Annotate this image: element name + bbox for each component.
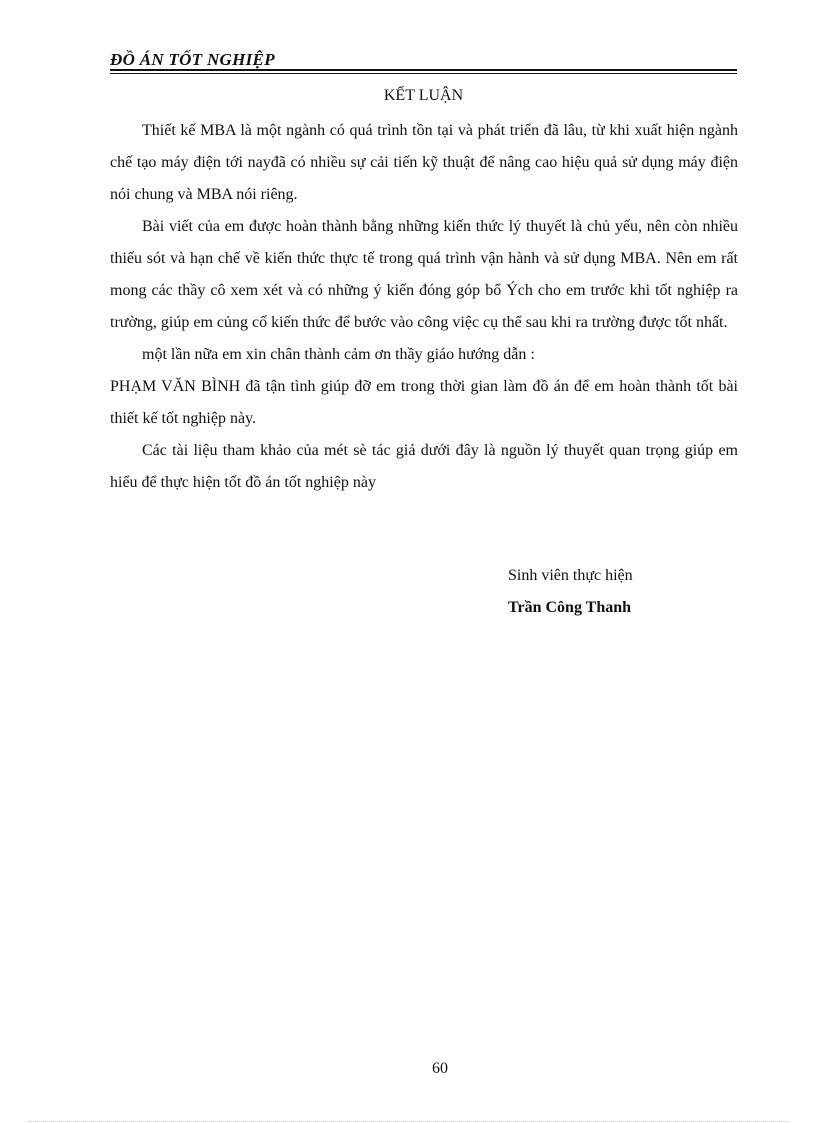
paragraph-limitations: Bài viết của em được hoàn thành bằng những kiến thức lý thuyết là chủ yếu, nên còn nhiều thiếu sót và hạn chế về kiến thức thực tế trong quá trình vận hành và sử dụng MBA. Nên em rất mong các thầy cô xem xét và có những ý kiến đóng góp bổ Ých cho em trước khi tốt nghiệp ra trường, giúp em củng cố kiến thức để bước vào công việc cụ thể sau khi ra trường được tốt nhất.: [110, 218, 738, 331]
paragraph-advisor: PHẠM VĂN BÌNH đã tận tình giúp đỡ em trong thời gian làm đồ án để em hoàn thành tốt bài thiết kế tốt nghiệp này.: [110, 378, 738, 427]
section-title: KẾT LUẬN: [383, 87, 464, 104]
paragraph-references: Các tài liệu tham khảo của mét sè tác giả dưới đây là nguồn lý thuyết quan trọng giúp em hiểu để thực hiện tốt đồ án tốt nghiệp này: [110, 442, 738, 491]
signature-role: Sinh viên thực hiện: [508, 567, 633, 584]
signature-name: Trần Công Thanh: [508, 599, 632, 616]
header-rule-thick: [110, 69, 737, 71]
header-rule-thin: [110, 73, 737, 74]
header-title: ĐỒ ÁN TỐT NGHIỆP: [110, 50, 275, 69]
page-number: 60: [432, 1060, 448, 1077]
signature-block: [508, 560, 633, 624]
paragraph-intro: Thiết kế MBA là một ngành có quá trình tồn tại và phát triển đã lâu, từ khi xuất hiện ngành chế tạo máy điện tới nayđã có nhiều sự cải tiến kỹ thuật để nâng cao hiệu quả sử dụng máy điện nói chung và MBA nói riêng.: [110, 122, 738, 203]
paragraph-thanks: một lần nữa em xin chân thành cảm ơn thầy giáo hướng dẫn :: [142, 346, 535, 363]
body-text: [110, 115, 738, 499]
page-bottom-dotted-border: [28, 1121, 788, 1122]
